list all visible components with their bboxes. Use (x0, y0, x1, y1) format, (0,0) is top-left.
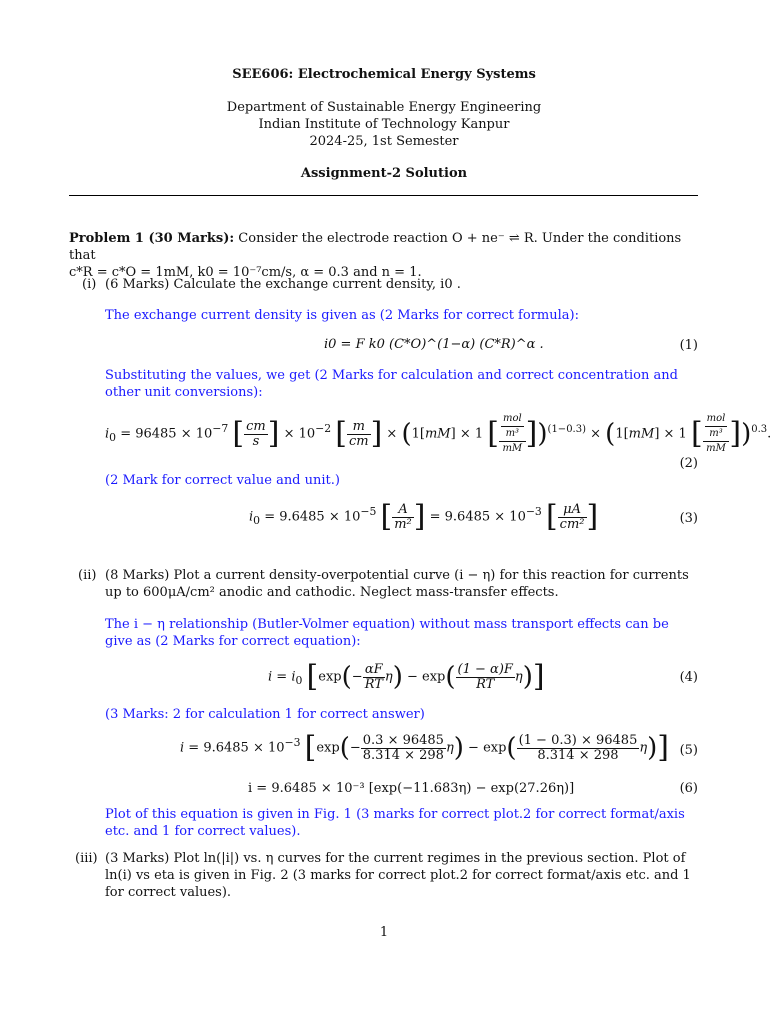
equation-3: $i_0 = 9.6485 \times 10^{-5}$ [ $\frac{A}{\text{m²}}$ ] = $9.6485 \times 10^{-3}$ [ $\frac{\mu A}{\text{cm²}}$ ] (249, 499, 599, 534)
problem1-conditions: c*R = c*O = 1mM, k0 = 10⁻⁷cm/s, α = 0.3 and n = 1. (69, 265, 422, 280)
equation-4-number: (4) (679, 670, 698, 685)
institute: Indian Institute of Technology Kanpur (258, 117, 510, 132)
part2-answer-calc: (3 Marks: 2 for calculation 1 for correct answer) (105, 707, 425, 722)
semester: 2024-25, 1st Semester (309, 134, 459, 149)
equation-5-number: (5) (679, 743, 698, 758)
part3-question: (3 Marks) Plot ln(|i|) vs. η curves for the current regimes in the previous section. Plot of ln(i) vs eta is given in Fig. 2 (3 marks for correct plot.2 for correct format/axis etc. and 1 for correct values). (105, 851, 691, 900)
assignment-title: Assignment-2 Solution (300, 166, 468, 181)
equation-1-number: (1) (679, 338, 698, 353)
page-number: 1 (379, 925, 389, 940)
problem1-intro: Consider the electrode reaction O + ne⁻ ⇌ R. Under the conditions that (69, 231, 682, 263)
problem1-heading: Problem 1 (30 Marks): (69, 231, 235, 246)
problem1-statement (69, 230, 699, 281)
equation-6-number: (6) (679, 781, 698, 796)
part2-label: (ii) (78, 568, 97, 583)
equation-2: $i_0 = 96485 \times 10^{-7}$ [ $\frac{cm}{s}$ ] × $10^{-2}$ [ $\frac{m}{cm}$ ] × (1[mM] × 1 [ $\frac{\frac{\text{mol}}{\text{m³}}}{mM}$ ])$^{(1-0.3)}$ × (1[mM] × 1 [ $\frac{\frac{\text{mol}}{\text{m³}}}{mM}$ ])$^{0.3}$. (105, 413, 771, 454)
part1-answer-substitution: Substituting the values, we get (2 Marks for calculation and correct concentration and other unit conversions): (105, 368, 678, 400)
equation-6: i = 9.6485 × 10⁻³ [exp(−11.683η) − exp(27.26η)] (248, 781, 575, 796)
part1-question: (6 Marks) Calculate the exchange current density, i0 . (105, 277, 461, 292)
equation-3-number: (3) (679, 511, 698, 526)
part3-label: (iii) (75, 851, 98, 866)
equation-4: $i = i_0$ [exp(− $\frac{\alpha F}{RT}$ η) − exp( $\frac{(1 - \alpha)F}{RT}$ η)] (268, 659, 545, 694)
equation-2-number: (2) (679, 456, 698, 471)
part1-answer-value: (2 Mark for correct value and unit.) (105, 473, 340, 488)
part1-label: (i) (82, 277, 97, 292)
part2-question: (8 Marks) Plot a current density-overpotential curve (i − η) for this reaction for currents up to 600μA/cm² anodic and cathodic. Neglect mass-transfer effects. (105, 568, 689, 600)
course-title: SEE606: Electrochemical Energy Systems (232, 67, 536, 82)
part1-answer-formula: The exchange current density is given as (2 Marks for correct formula): (105, 308, 579, 323)
equation-1: i0 = F k0 (C*O)^(1−α) (C*R)^α . (324, 337, 544, 352)
header-rule (69, 195, 698, 196)
equation-5: $i = 9.6485 \times 10^{-3}$ [exp(− $\frac{0.3 \times 96485}{8.314 \times 298}$ η) − exp( $\frac{(1 - 0.3) \times 96485}{8.314 \times 298}$ η)] (180, 730, 670, 765)
department: Department of Sustainable Energy Engineering (226, 100, 542, 115)
part2-answer-plot: Plot of this equation is given in Fig. 1 (3 marks for correct plot.2 for correct format/axis etc. and 1 for correct values). (105, 807, 685, 839)
part2-answer-equation: The i − η relationship (Butler-Volmer equation) without mass transport effects can be give as (2 Marks for correct equation): (105, 617, 669, 649)
